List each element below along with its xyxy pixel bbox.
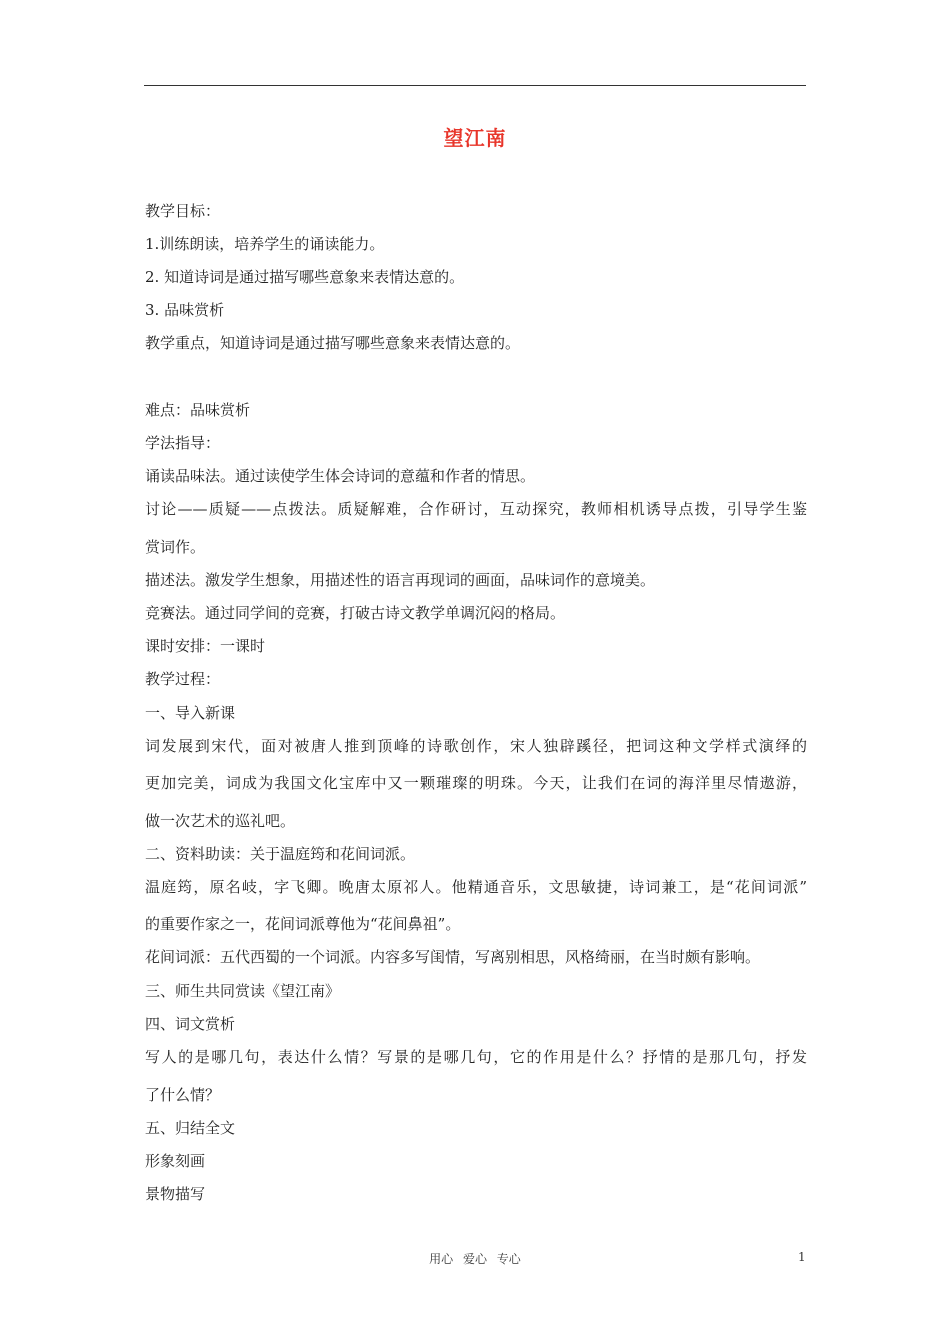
section-heading-method: 学法指导： bbox=[145, 434, 221, 452]
author-paragraph-end: 的重要作家之一，花间词派尊他为“花间鼻祖”。 bbox=[145, 915, 461, 933]
method-paragraph: 描述法。激发学生想象，用描述性的语言再现词的画面，品味词作的意境美。 bbox=[145, 571, 656, 589]
page-title: 望江南 bbox=[443, 126, 507, 150]
step-heading: 二、资料助读：关于温庭筠和花间词派。 bbox=[145, 845, 416, 863]
section-heading-objectives: 教学目标： bbox=[145, 202, 221, 220]
page-number: 1 bbox=[798, 1250, 806, 1264]
school-paragraph: 花间词派：五代西蜀的一个词派。内容多写闺情，写离别相思，风格绮丽，在当时颇有影响。 bbox=[145, 948, 761, 966]
footer-motto: 用心 爱心 专心 bbox=[429, 1252, 521, 1266]
method-paragraph: 诵读品味法。通过读使学生体会诗词的意蕴和作者的情思。 bbox=[145, 467, 536, 485]
objective-item: 1.训练朗读，培养学生的诵读能力。 bbox=[145, 235, 385, 253]
summary-item: 景物描写 bbox=[145, 1185, 206, 1203]
step-heading: 四、词文赏析 bbox=[145, 1015, 236, 1033]
intro-paragraph: 词发展到宋代，面对被唐人推到顶峰的诗歌创作，宋人独辟蹊径，把词这种文学样式演绎的 bbox=[145, 737, 807, 755]
intro-paragraph: 更加完美，词成为我国文化宝库中又一颗璀璨的明珠。今天，让我们在词的海洋里尽情遨游， bbox=[145, 774, 807, 792]
method-paragraph: 竞赛法。通过同学间的竞赛，打破古诗文教学单调沉闷的格局。 bbox=[145, 604, 566, 622]
key-point-text: 教学重点，知道诗词是通过描写哪些意象来表情达意的。 bbox=[145, 334, 521, 352]
section-heading-process: 教学过程： bbox=[145, 670, 221, 688]
author-paragraph: 温庭筠，原名岐，字飞卿。晚唐太原祁人。他精通音乐，文思敏捷，诗词兼工，是“花间词派” bbox=[145, 878, 807, 896]
analysis-question-end: 了什么情？ bbox=[145, 1086, 221, 1104]
step-heading: 五、归结全文 bbox=[145, 1119, 236, 1137]
step-heading: 一、导入新课 bbox=[145, 704, 236, 722]
summary-item: 形象刻画 bbox=[145, 1152, 206, 1170]
difficulty-text: 难点：品味赏析 bbox=[145, 401, 251, 419]
analysis-question: 写人的是哪几句，表达什么情？写景的是哪几句，它的作用是什么？抒情的是那几句，抒发 bbox=[145, 1048, 807, 1066]
objective-item: 2. 知道诗词是通过描写哪些意象来表情达意的。 bbox=[145, 268, 465, 286]
intro-paragraph-end: 做一次艺术的巡礼吧。 bbox=[145, 812, 296, 830]
method-paragraph-cont: 赏词作。 bbox=[145, 538, 206, 556]
step-heading: 三、师生共同赏读《望江南》 bbox=[145, 982, 341, 1000]
objective-item: 3. 品味赏析 bbox=[145, 301, 225, 319]
schedule-text: 课时安排：一课时 bbox=[145, 637, 266, 655]
header-rule bbox=[144, 85, 806, 86]
method-paragraph: 讨论——质疑——点拨法。质疑解难，合作研讨，互动探究，教师相机诱导点拨，引导学生鉴 bbox=[145, 500, 807, 518]
